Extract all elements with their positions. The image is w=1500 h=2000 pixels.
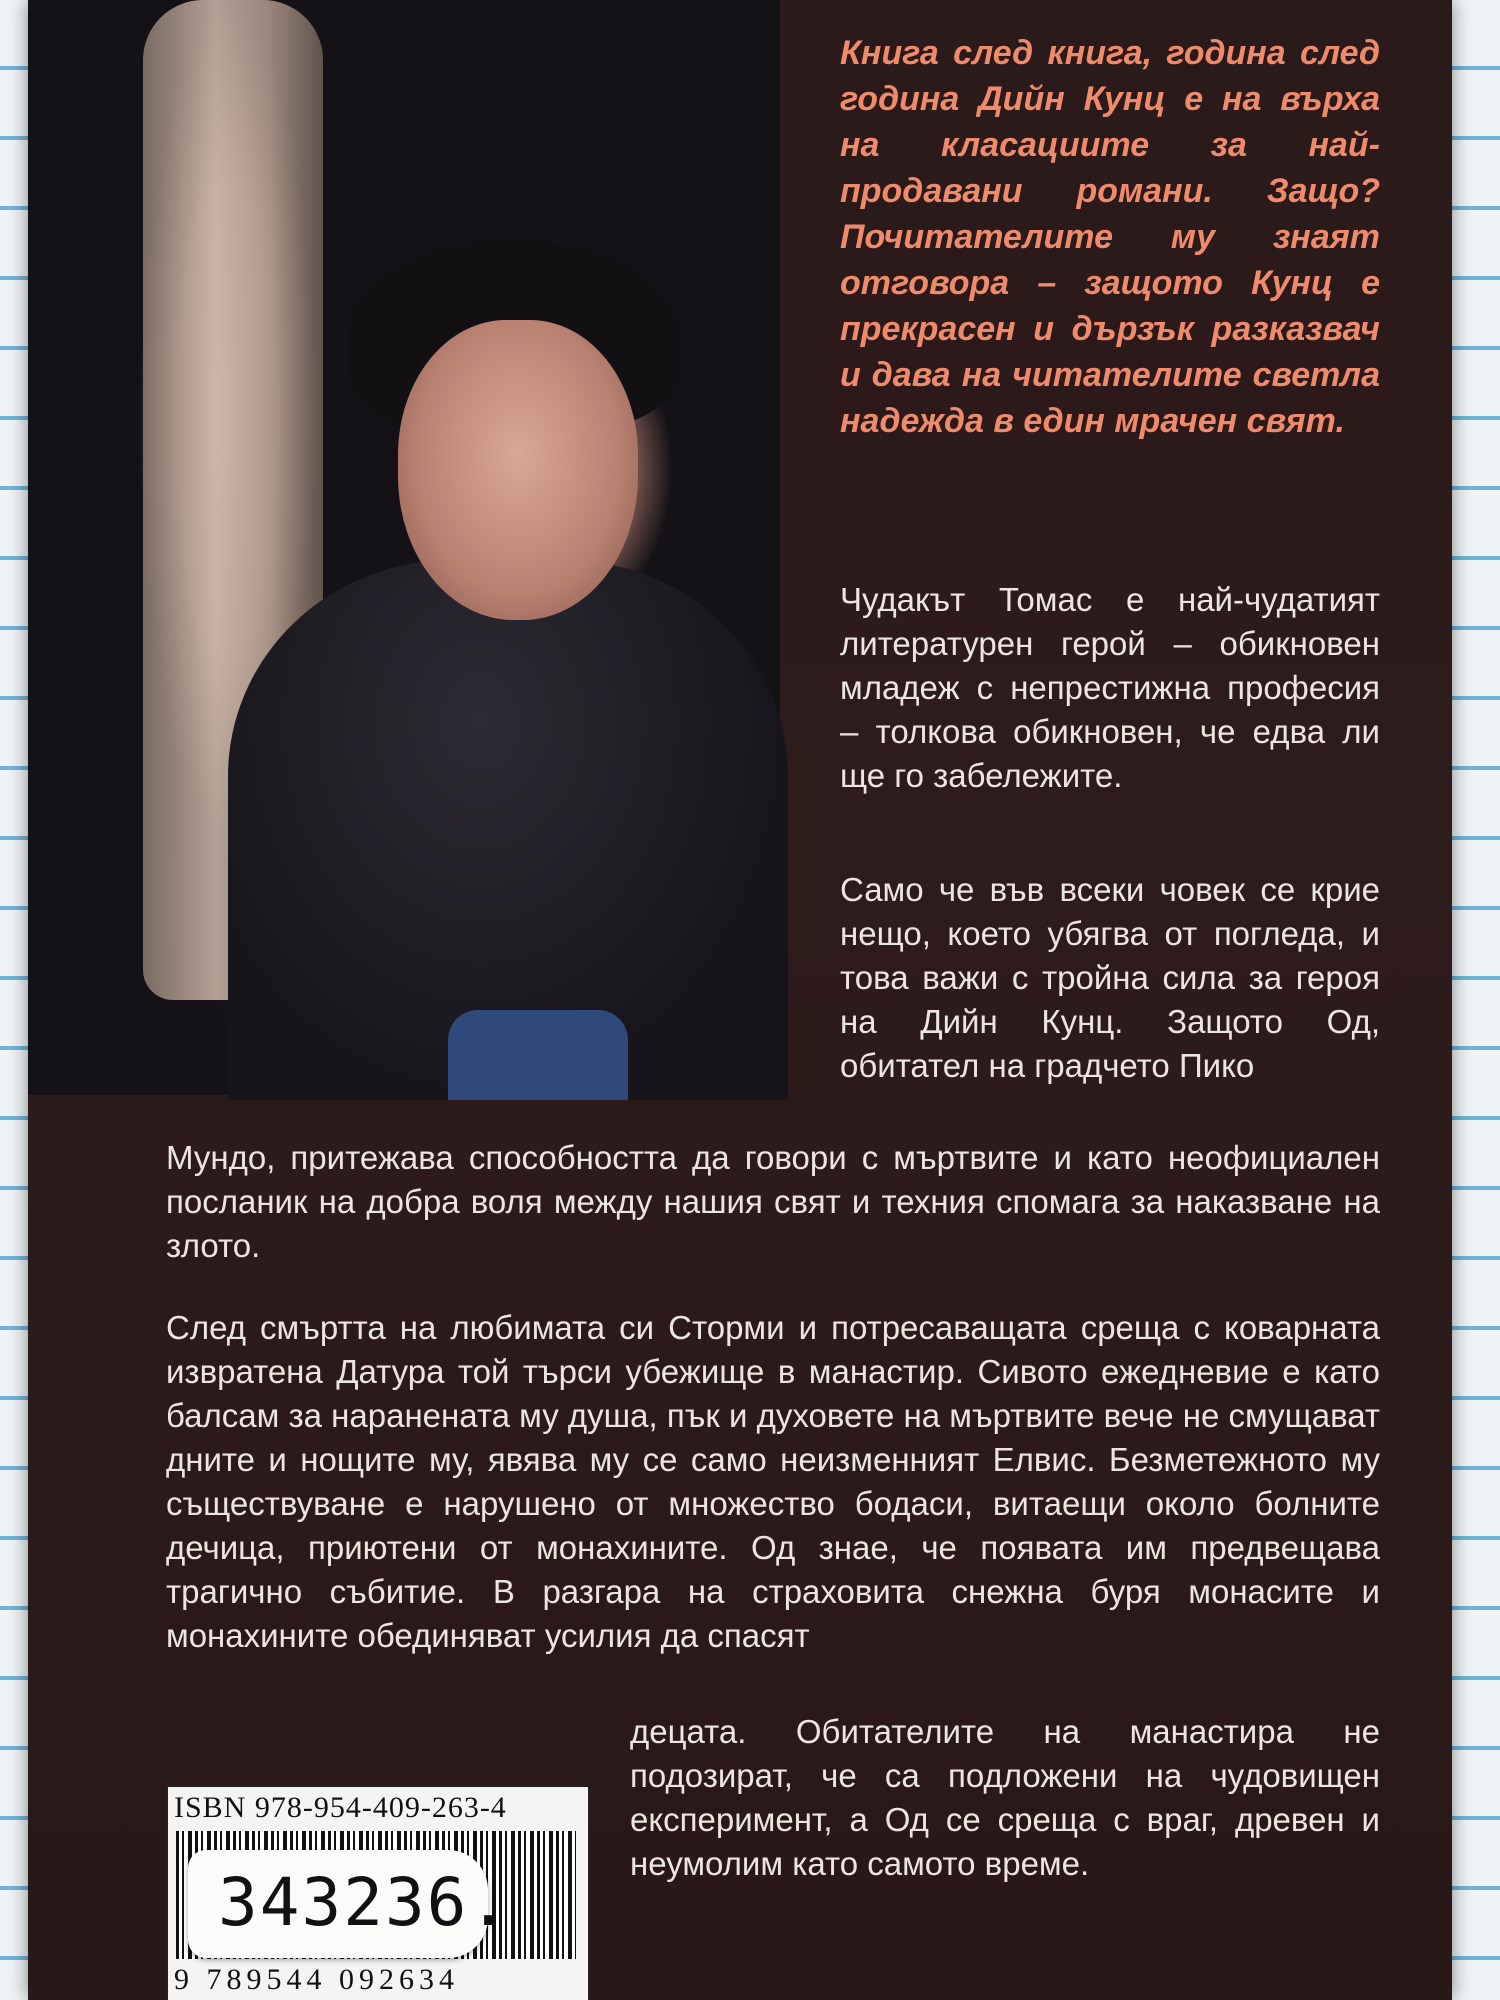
author-jeans — [448, 1010, 628, 1100]
cover-tagline: Книга след книга, година след година Дийн Кунц е на върха на класациите за най-продавани романи. Защо? Почитателите му знаят отговора – защото Кунц е прекрасен и дързък разказвач и дава на читателите светла надежда в един мрачен свят. — [840, 34, 1380, 440]
paragraph-3: След смъртта на любимата си Сторми и потресаващата среща с коварната извратена Датура той търси убежище в манастир. Сивото ежедневие е като балсам за наранената му душа, пък и духовете на мъртвите вече не смущават дните и нощите му, явява му се само неизменният Елвис. Безметежното му съществуване е нарушено от множество бодаси, витаещи около болните дечица, приютени от монахините. Од знае, че появата им предвещава трагично събитие. В разгара на страховита снежна буря монасите и монахините обединяват усилия да спасят — [166, 1309, 1380, 1654]
sticker-number: 343236. — [218, 1864, 511, 1941]
paragraph-2-top: Само че във всеки човек се крие нещо, което убягва от погледа, и това важи с тройна сила за героя на Дийн Кунц. Защото Од, обитател на градчето Пико — [840, 871, 1380, 1084]
price-sticker — [188, 1850, 511, 1958]
author-face — [398, 320, 638, 620]
paragraph-3-tail: децата. Обитателите на манастира не подозират, че са подложени на чудовищен експеримент, а Од се среща с враг, древен и неумолим като самото време. — [630, 1713, 1380, 1882]
barcode-digits: 9 789544 092634 — [174, 1963, 459, 1996]
book-back-cover — [28, 0, 1452, 2000]
author-photo — [28, 0, 780, 1095]
isbn-label: ISBN 978-954-409-263-4 — [174, 1791, 507, 1824]
paragraph-1: Чудакът Томас е най-чудатият литературен герой – обикновен младеж с непрестижна професия – толкова обикновен, че едва ли ще го забележите. — [840, 581, 1380, 794]
paragraph-2-bottom: Мундо, притежава способността да говори с мъртвите и като неофициален посланик на добра воля между нашия свят и техния спомага за наказване на злото. — [166, 1139, 1380, 1264]
